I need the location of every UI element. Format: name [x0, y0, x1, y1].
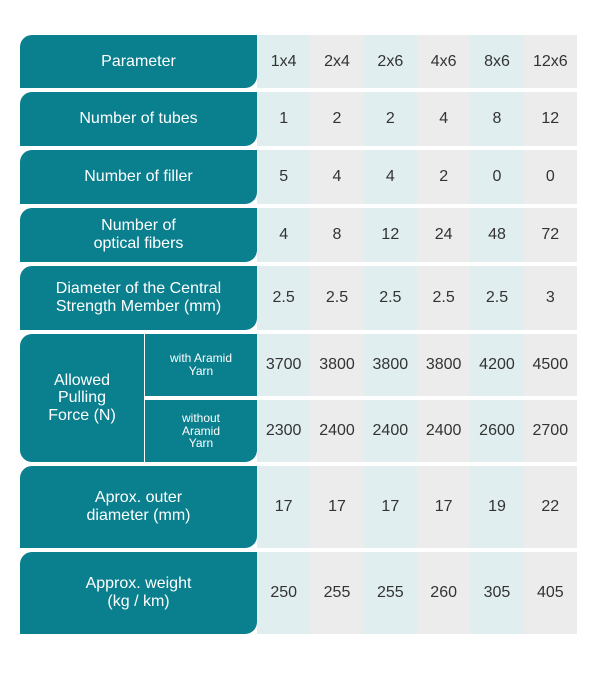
col-header-2x6: 2x6 — [364, 35, 417, 88]
cell-fibers-1: 4 — [257, 208, 310, 262]
cell-filler-1: 5 — [257, 150, 310, 204]
col-header-8x6: 8x6 — [470, 35, 523, 88]
cell-pull-without-5: 2600 — [470, 400, 523, 462]
cell-pull-with-1: 3700 — [257, 334, 310, 396]
cell-pull-without-6: 2700 — [524, 400, 577, 462]
cell-csm-6: 3 — [524, 266, 577, 330]
cell-fibers-3: 12 — [364, 208, 417, 262]
cell-weight-2: 255 — [310, 552, 363, 634]
cell-tubes-1: 1 — [257, 92, 310, 146]
row-label-csm-line1: Diameter of the Central — [55, 280, 222, 298]
cell-csm-3: 2.5 — [364, 266, 417, 330]
row-label-fibers — [20, 208, 257, 262]
cell-pull-with-3: 3800 — [364, 334, 417, 396]
cell-csm-5: 2.5 — [470, 266, 523, 330]
cell-fibers-6: 72 — [524, 208, 577, 262]
cell-tubes-3: 2 — [364, 92, 417, 146]
cable-spec-table — [20, 35, 577, 634]
cell-fibers-2: 8 — [310, 208, 363, 262]
cell-filler-2: 4 — [310, 150, 363, 204]
row-label-csm-line2: Strength Member (mm) — [55, 298, 222, 315]
row-label-weight — [20, 552, 257, 634]
cell-fibers-5: 48 — [470, 208, 523, 262]
cell-pull-with-2: 3800 — [310, 334, 363, 396]
cell-csm-1: 2.5 — [257, 266, 310, 330]
cell-filler-6: 0 — [524, 150, 577, 204]
row-label-pulling-line1: Allowed — [53, 371, 111, 389]
row-label-weight-line2: (kg / km) — [107, 593, 170, 610]
header-parameter: Parameter — [20, 35, 257, 88]
cell-outer-3: 17 — [364, 466, 417, 548]
spec-table-container — [20, 35, 577, 634]
cell-tubes-6: 12 — [524, 92, 577, 146]
col-header-2x4: 2x4 — [310, 35, 363, 88]
row-label-filler: Number of filler — [20, 150, 257, 204]
sublabel-with-line1: with Aramid — [169, 351, 233, 366]
cell-filler-5: 0 — [470, 150, 523, 204]
cell-weight-1: 250 — [257, 552, 310, 634]
cell-weight-6: 405 — [524, 552, 577, 634]
sublabel-without-line3: Yarn — [188, 436, 214, 451]
row-label-pulling-line3: Force (N) — [48, 406, 116, 424]
cell-outer-4: 17 — [417, 466, 470, 548]
cell-pull-without-1: 2300 — [257, 400, 310, 462]
row-label-pulling — [20, 334, 144, 462]
row-label-csm — [20, 266, 257, 330]
cell-outer-6: 22 — [524, 466, 577, 548]
row-label-pulling-line2: Pulling — [57, 389, 107, 407]
row-label-outer-line1: Aprox. outer — [94, 489, 183, 507]
cell-csm-4: 2.5 — [417, 266, 470, 330]
col-header-12x6: 12x6 — [524, 35, 577, 88]
cell-outer-1: 17 — [257, 466, 310, 548]
row-label-fibers-line2: optical fibers — [93, 235, 184, 252]
col-header-1x4: 1x4 — [257, 35, 310, 88]
cell-pull-without-2: 2400 — [310, 400, 363, 462]
cell-weight-4: 260 — [417, 552, 470, 634]
row-label-tubes: Number of tubes — [20, 92, 257, 146]
cell-filler-3: 4 — [364, 150, 417, 204]
sublabel-without-line1: without — [181, 411, 221, 426]
cell-tubes-2: 2 — [310, 92, 363, 146]
cell-pull-with-5: 4200 — [470, 334, 523, 396]
sublabel-without-aramid — [145, 400, 257, 462]
cell-pull-without-4: 2400 — [417, 400, 470, 462]
sublabel-with-aramid — [145, 334, 257, 396]
sublabel-with-line2: Yarn — [188, 364, 214, 378]
cell-tubes-5: 8 — [470, 92, 523, 146]
row-label-fibers-line1: Number of — [101, 217, 176, 235]
cell-fibers-4: 24 — [417, 208, 470, 262]
cell-filler-4: 2 — [417, 150, 470, 204]
col-header-4x6: 4x6 — [417, 35, 470, 88]
cell-outer-5: 19 — [470, 466, 523, 548]
sublabel-without-line2: Aramid — [181, 423, 220, 438]
cell-csm-2: 2.5 — [310, 266, 363, 330]
cell-pull-with-6: 4500 — [524, 334, 577, 396]
cell-pull-with-4: 3800 — [417, 334, 470, 396]
cell-weight-3: 255 — [364, 552, 417, 634]
row-label-weight-line1: Approx. weight — [85, 575, 192, 593]
row-label-outer — [20, 466, 257, 548]
cell-tubes-4: 4 — [417, 92, 470, 146]
cell-outer-2: 17 — [310, 466, 363, 548]
cell-pull-without-3: 2400 — [364, 400, 417, 462]
row-label-outer-line2: diameter (mm) — [86, 507, 191, 524]
cell-weight-5: 305 — [470, 552, 523, 634]
